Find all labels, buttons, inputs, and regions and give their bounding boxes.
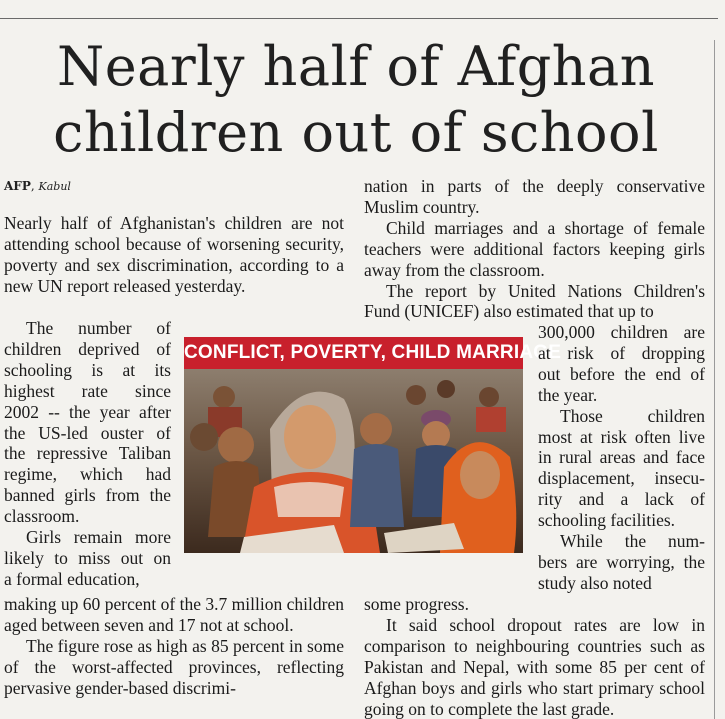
- headline-line-1: Nearly half of Afghan: [56, 35, 656, 98]
- text-line: banned girls from the: [4, 485, 171, 506]
- text-line: the year.: [538, 384, 598, 405]
- text-line: 300,000 children are: [538, 322, 705, 342]
- text-line: most at risk often live: [538, 426, 705, 447]
- text-line: the US-led ouster of: [4, 422, 171, 443]
- text-line: a formal education,: [4, 568, 140, 589]
- paragraph-continued: nation in parts of the deeply conservative Muslim country.: [364, 176, 705, 217]
- news-photo: [184, 337, 562, 553]
- column-2-top: [364, 176, 705, 322]
- text-line: at risk of dropping: [538, 342, 705, 363]
- byline-agency: AFP: [4, 179, 31, 193]
- text-line: in rural areas and face: [538, 447, 705, 468]
- text-line: displacement, insecu-: [538, 468, 705, 489]
- text-line: out before the end of: [538, 363, 705, 384]
- paragraph-child-marriage: Child marriages and a shortage of female teachers were additional factors keeping girls away from the classroom.: [364, 217, 705, 280]
- column-2-wrap: [538, 322, 705, 594]
- column-1-bottom: [4, 594, 344, 699]
- text-line: highest rate since: [4, 380, 171, 401]
- text-line: study also noted: [538, 572, 652, 593]
- text-line: The number of: [26, 318, 171, 338]
- paragraph-3-rest: making up 60 percent of the 3.7 million children aged between seven and 17 not at school.: [4, 594, 344, 635]
- paragraph-4: The figure rose as high as 85 percent in some of the worst-affected provinces, reflecting pervasive gender-based discrimi-: [4, 635, 344, 698]
- text-line: 2002 -- the year after: [4, 401, 171, 422]
- column-1-wrap: [4, 318, 171, 590]
- paragraph-unicef: The report by United Nations Children's Fund (UNICEF) also estimated that up to: [364, 280, 705, 322]
- text-line: the repressive Taliban: [4, 443, 171, 464]
- paragraph-1: Nearly half of Afghanistan's children are not attending school because of worsening security, poverty and sex discrimination, according to a new UN report released yesterday.: [4, 213, 344, 296]
- text-line: schooling is at its: [4, 359, 171, 380]
- text-line: children deprived of: [4, 338, 171, 359]
- byline-separator: ,: [30, 179, 39, 193]
- byline: [4, 179, 71, 193]
- column-1-top: [4, 213, 344, 297]
- top-rule: [0, 18, 718, 19]
- column-2-bottom: [364, 594, 705, 719]
- text-line: schooling facilities.: [538, 510, 676, 531]
- text-line: rity and a lack of: [538, 489, 705, 510]
- headline: [0, 34, 712, 166]
- text-line: regime, which had: [4, 464, 171, 485]
- paragraph-dropout: It said school dropout rates are low in comparison to neighbouring countries such as Pakistan and Nepal, with some 85 per cent of Afghan boys and girls who start primary school going on to complete the last grade.: [364, 614, 705, 719]
- text-line: classroom.: [4, 506, 80, 527]
- column-rule: [714, 40, 715, 719]
- text-line: Those children: [560, 405, 705, 426]
- photo-banner: CONFLICT, POVERTY, CHILD MARRIAGE: [184, 337, 523, 369]
- paragraph-progress-end: some progress.: [364, 594, 469, 614]
- text-line: While the num-: [560, 531, 705, 552]
- text-line: bers are worrying, the: [538, 551, 705, 572]
- text-line: likely to miss out on: [4, 547, 171, 568]
- headline-line-2: children out of school: [53, 101, 659, 164]
- text-line: Girls remain more: [26, 527, 171, 548]
- byline-place: Kabul: [38, 180, 71, 193]
- classroom-children-illustration: [184, 337, 523, 553]
